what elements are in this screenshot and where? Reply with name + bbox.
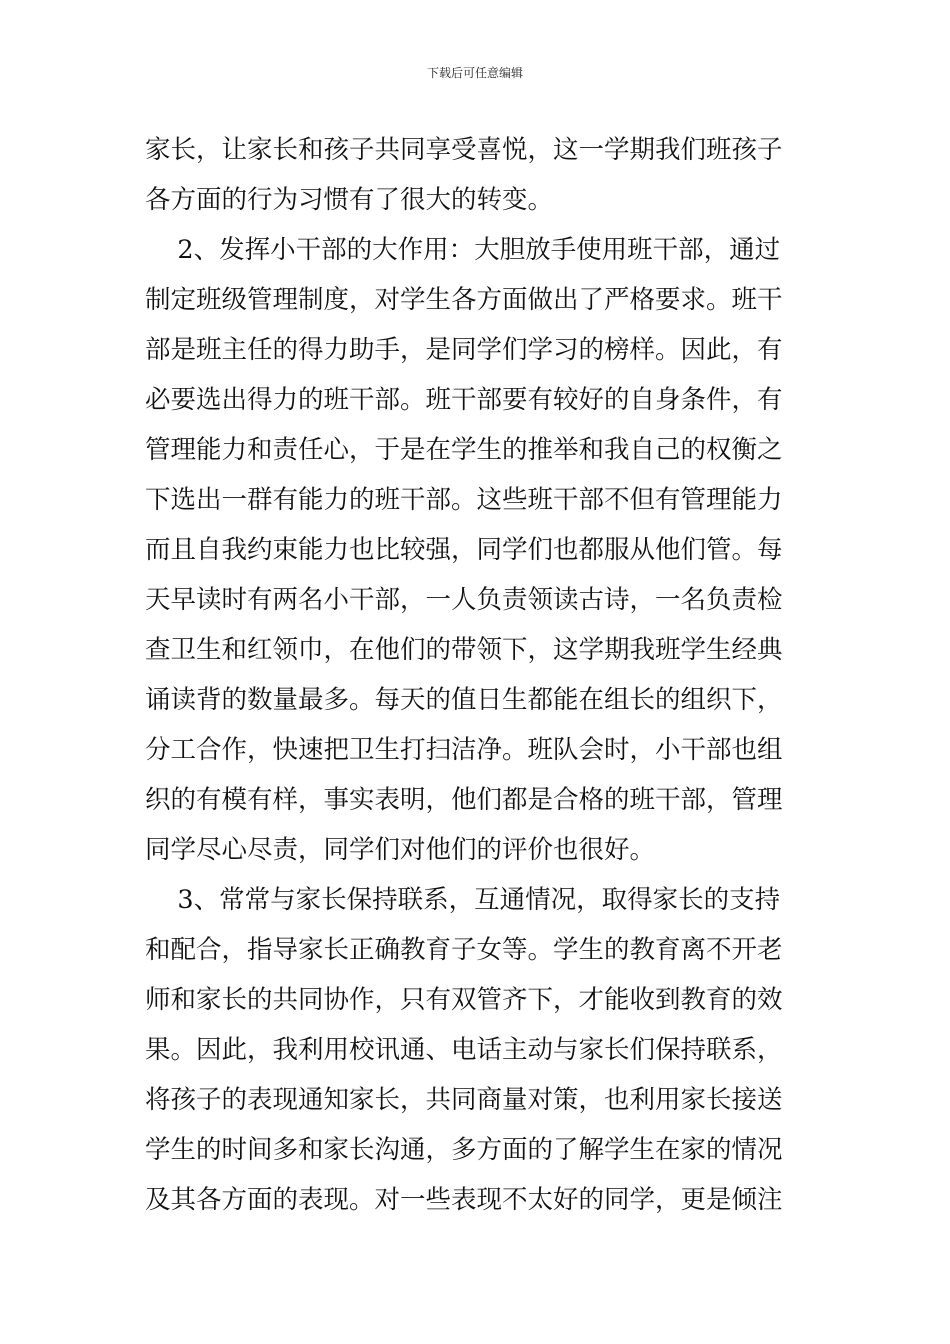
text-line: 各方面的行为习惯有了很大的转变。 (145, 185, 554, 215)
text-line: 织的有模有样，事实表明，他们都是合格的班干部，管理 (145, 785, 783, 815)
text-line: 果。因此，我利用校讯通、电话主动与家长们保持联系， (145, 1035, 783, 1065)
text-line: 制定班级管理制度，对学生各方面做出了严格要求。班干 (145, 285, 783, 315)
text-line: 天早读时有两名小干部，一人负责领读古诗，一名负责检 (145, 585, 783, 615)
text-line: 部是班主任的得力助手，是同学们学习的榜样。因此，有 (145, 335, 783, 365)
text-line: 诵读背的数量最多。每天的值日生都能在组长的组织下， (145, 685, 783, 715)
text-line: 下选出一群有能力的班干部。这些班干部不但有管理能力 (145, 485, 783, 515)
text-line: 分工合作，快速把卫生打扫洁净。班队会时，小干部也组 (145, 735, 783, 765)
text-line: 学生的时间多和家长沟通，多方面的了解学生在家的情况 (145, 1135, 783, 1165)
text-line: 而且自我约束能力也比较强，同学们也都服从他们管。每 (145, 535, 783, 565)
page-header: 下载后可任意编辑 (426, 66, 523, 80)
text-line: 管理能力和责任心，于是在学生的推举和我自己的权衡之 (145, 435, 783, 465)
text-line: 必要选出得力的班干部。班干部要有较好的自身条件，有 (145, 385, 783, 415)
text-line: 同学尽心尽责，同学们对他们的评价也很好。 (145, 835, 656, 865)
text-line: 3、常常与家长保持联系，互通情况，取得家长的支持 (145, 885, 781, 915)
text-line: 将孩子的表现通知家长，共同商量对策，也利用家长接送 (145, 1085, 783, 1115)
text-line: 家长，让家长和孩子共同享受喜悦，这一学期我们班孩子 (145, 135, 783, 165)
text-line: 师和家长的共同协作，只有双管齐下，才能收到教育的效 (145, 985, 783, 1015)
body-text (145, 125, 825, 1225)
text-line: 2、发挥小干部的大作用：大胆放手使用班干部，通过 (145, 235, 781, 265)
text-line: 及其各方面的表现。对一些表现不太好的同学，更是倾注 (145, 1185, 783, 1215)
text-line: 查卫生和红领巾，在他们的带领下，这学期我班学生经典 (145, 635, 783, 665)
text-line: 和配合，指导家长正确教育子女等。学生的教育离不开老 (145, 935, 783, 965)
